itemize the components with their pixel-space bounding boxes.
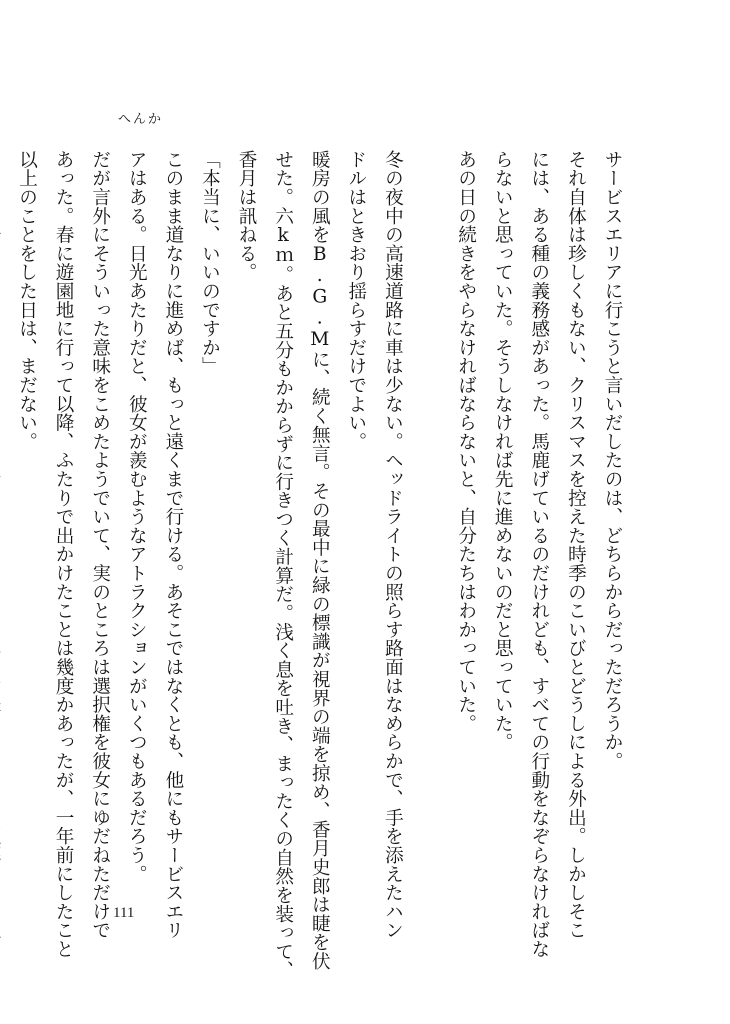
text-line: あの日の続きをやらなければならないと、自分たちはわかっていた。: [455, 150, 477, 733]
text-line: 以上のことをした日は、まだない。: [16, 150, 38, 451]
blank-line: [410, 150, 447, 895]
text-line: 冬の夜中の高速道路に車は少ない。ヘッドライトの照らす路面はなめらかで、手を添えたハン: [382, 150, 404, 940]
text-line: アはある。日光あたりだと、彼女が羨むようなアトラクションがいくつもあるだろう。: [126, 150, 148, 884]
text-line: だが言外にそういった意味をこめたようでいて、実のところは選択権を彼女にゆだねただけで: [89, 150, 111, 940]
text-line: らないと思っていた。そうしなければ先に進めないのだと思っていた。: [492, 150, 514, 752]
text-line: 暖房の風をB.G.Mに、続く無言。その最中に緑の標識が視界の端を掠め、香月史郎は睫を伏: [309, 150, 331, 971]
running-head: へんか: [118, 112, 164, 127]
text-line: せた。六kｍ。あと五分もかからずに行きつく計算だ。浅く息を吐き、まったくの自然を装って、: [272, 150, 294, 980]
page-number: 111: [113, 905, 135, 921]
text-line: あった。春に遊園地に行って以降、ふたりで出かけたことは幾度かあったが、一年前にしたこと: [53, 150, 75, 959]
text-line: このまま道なりに進めば、もっと遠くまで行ける。あそこではなくとも、他にもサービスエリ: [162, 150, 184, 940]
text-line: ドルはときおり揺らすだけでよい。: [345, 150, 367, 451]
text-line: 香月は訊ねる。: [236, 150, 258, 282]
text-line: 「本当に、いいのですか」: [199, 150, 221, 376]
text-line: [0, 150, 8, 895]
text-line: それ自体は珍しくもない、クリスマスを控えた時季のこいびとどうしによる外出。しかしそこ: [565, 150, 587, 940]
text-line: サービスエリアに行こうと言いだしたのは、どちらからだっただろうか。: [602, 150, 623, 771]
text-line: には、ある種の義務感があった。馬鹿げているのだけれども、すべての行動をなぞらなければな: [528, 150, 550, 959]
